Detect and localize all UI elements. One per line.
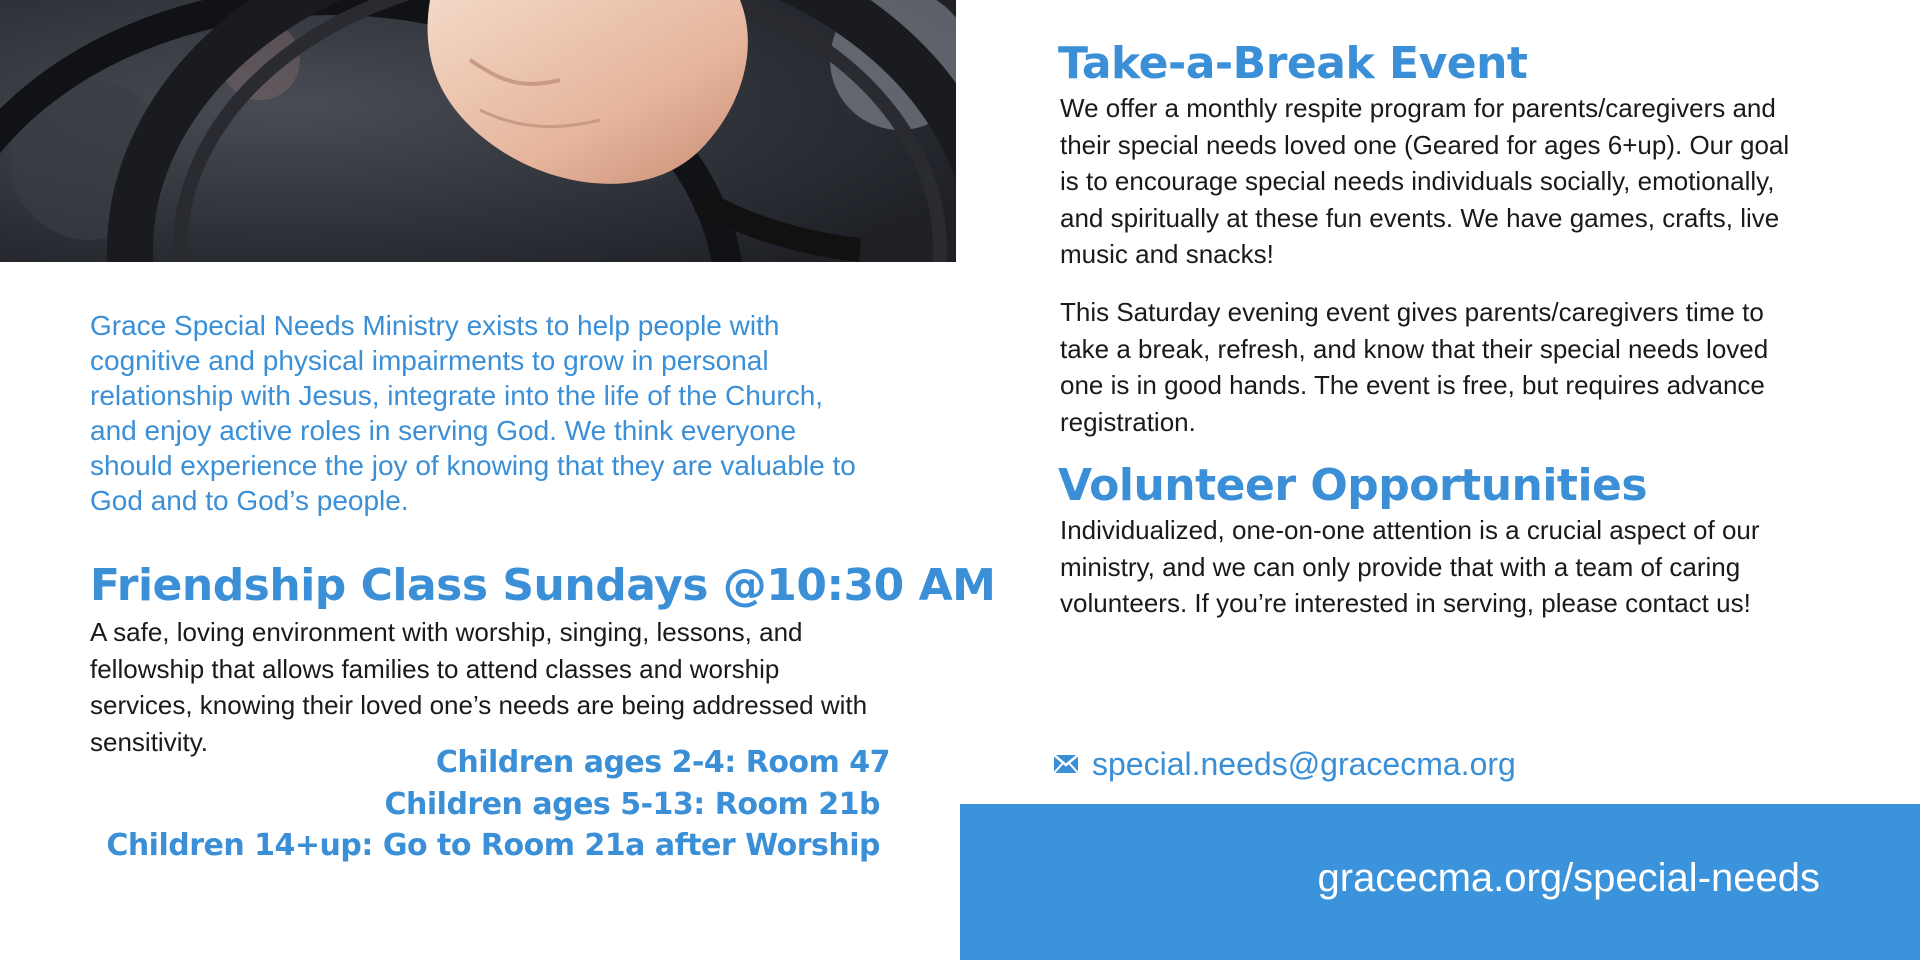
room-assignment-ages-2-4: Children ages 2-4: Room 47 [435, 745, 890, 780]
volunteer-description: Individualized, one-on-one attention is a crucial aspect of our ministry, and we can only provide that with a team of caring volunteers. If you’re interested in serving, please contact us! [1060, 515, 1760, 618]
volunteer-title: Volunteer Opportunities [1058, 460, 1648, 511]
room-assignment-ages-5-13: Children ages 5-13: Room 21b [384, 786, 880, 822]
website-link[interactable]: gracecma.org/special-needs [1317, 856, 1820, 900]
footer-banner [960, 804, 1920, 960]
take-a-break-title: Take-a-Break Event [1058, 38, 1528, 89]
contact-email[interactable] [1054, 744, 1516, 784]
room-assignment-ages-14-up: Children 14+up: Go to Room 21a after Worship [106, 828, 880, 863]
room-assignments [106, 742, 890, 867]
friendship-class-title: Friendship Class Sundays @10:30 AM [90, 560, 996, 611]
take-a-break-description: We offer a monthly respite program for parents/caregivers and their special needs loved one (Geared for ages 6+up). Our goal is to encourage special needs individuals socially, emotionally, and spiritually at these fun events. We have games, crafts, live music and snacks! [1060, 93, 1790, 269]
take-a-break-details: This Saturday evening event gives parents/caregivers time to take a break, refresh, and know that their special needs loved one is in good hands. The event is free, but requires advance registration. [1060, 297, 1769, 437]
envelope-icon [1054, 755, 1078, 773]
wheelchair-photo [0, 0, 956, 262]
friendship-class-description: A safe, loving environment with worship, singing, lessons, and fellowship that allows families to attend classes and worship services, knowing their loved one’s needs are being addressed with sensitivity. [90, 617, 868, 757]
ministry-intro: Grace Special Needs Ministry exists to help people with cognitive and physical impairments to grow in personal relationship with Jesus, integrate into the life of the Church, and enjoy active roles in serving God. We think everyone should experience the joy of knowing that they are valuable to God and to God’s people. [90, 310, 856, 516]
email-link[interactable]: special.needs@gracecma.org [1092, 746, 1516, 782]
